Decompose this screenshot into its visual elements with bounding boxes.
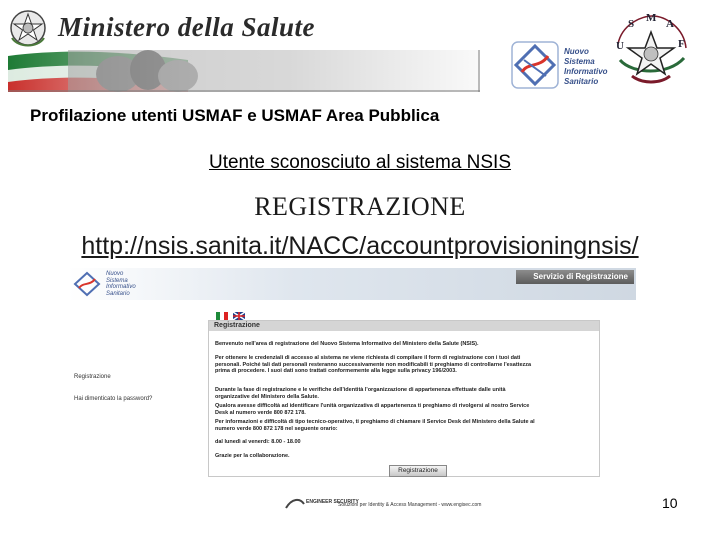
registration-url-link[interactable]: http://nsis.sanita.it/NACC/accountprovisioningnsis/ xyxy=(81,232,639,260)
sidebar-registration-link[interactable]: Registrazione xyxy=(74,374,111,380)
service-registration-button[interactable]: Servizio di Registrazione xyxy=(516,270,634,284)
usmaf-letter: A xyxy=(666,18,674,30)
thanks-paragraph: Grazie per la collaborazione. xyxy=(215,453,290,459)
screenshot-logo-line: Nuovo xyxy=(106,271,124,277)
screenshot-logo-line: Informativo xyxy=(106,284,136,290)
usmaf-logo xyxy=(612,14,690,96)
language-flags xyxy=(216,312,246,320)
sidebar-forgot-password-link[interactable]: Hai dimenticato la password? xyxy=(74,396,153,402)
uk-flag-icon[interactable] xyxy=(233,312,245,320)
nsis-logo-icon xyxy=(512,42,558,88)
usmaf-letter: S xyxy=(628,18,635,30)
panel-header xyxy=(209,321,599,331)
engineer-security-logo xyxy=(284,496,359,512)
screenshot-logo-line: Sanitario xyxy=(106,290,130,297)
italian-flag-icon[interactable] xyxy=(216,312,228,320)
credentials-paragraph: Per ottenere le credenziali di accesso al sistema ne viene richiesta di compilare il form di registrazione con i tuoi dati personali. Poiché tali dati personali resteranno successivamente non modificabili ti preghiamo di controllarne l'esattezza prima di procedere. I suoi dati sono trattati conformemente alla legge sulla privacy 196/2003. xyxy=(215,355,532,374)
italian-republic-emblem-icon xyxy=(8,8,48,50)
hours-paragraph: dal lunedì al venerdì: 8.00 - 18.00 xyxy=(215,439,301,445)
verification-paragraph: Durante la fase di registrazione e le verifiche dell'identità l'organizzazione di appartenenza effettuate dalle unità organizzative del Ministero della Salute. xyxy=(215,387,506,400)
nsis-logo-line: Sistema xyxy=(564,57,595,66)
nsis-logo-line: Nuovo xyxy=(564,47,589,56)
usmaf-seal-icon xyxy=(612,14,690,96)
usmaf-letter: F xyxy=(678,38,685,50)
footer-logo-text: ENGINEER SECURITY xyxy=(306,499,359,505)
unknown-user-link[interactable]: Utente sconosciuto al sistema NSIS xyxy=(208,152,512,173)
nsis-logo-line: Sanitario xyxy=(564,77,599,86)
register-button[interactable]: Registrazione xyxy=(389,465,447,477)
nsis-logo-line: Informativo xyxy=(564,67,608,76)
registration-panel xyxy=(208,320,600,477)
ministry-title: Ministero della Salute xyxy=(58,12,316,42)
panel-title: Registrazione xyxy=(214,322,260,329)
intro-paragraph: Benvenuto nell'area di registrazione del Nuovo Sistema Informativo del Ministero della Salute (NSIS). xyxy=(215,341,479,347)
organization-paragraph: Qualora avesse difficoltà ad identificare l'unità organizzativa di appartenenza ti preghiamo di rivolgersi al nostro Service Desk al numero verde 800 872 178. xyxy=(215,403,530,416)
support-paragraph: Per informazioni e difficoltà di tipo tecnico-operativo, ti preghiamo di chiamare il Service Desk del Ministero della Salute al numero verde 800 872 178 nel seguente orario: xyxy=(215,419,535,432)
page-number: 10 xyxy=(662,495,678,511)
registration-heading: REGISTRAZIONE xyxy=(254,192,466,221)
usmaf-letter: M xyxy=(646,12,657,24)
usmaf-letter: U xyxy=(616,40,624,52)
nsis-logo-text xyxy=(564,47,608,87)
screenshot-footer-text: Soluzioni per Identity & Access Management - www.engisec.com xyxy=(338,502,482,508)
screenshot-nsis-logo-icon xyxy=(74,272,100,296)
registration-page-screenshot xyxy=(68,268,636,518)
slide-subtitle: Profilazione utenti USMAF e USMAF Area Pubblica xyxy=(30,106,440,125)
screenshot-logo-line: Sistema xyxy=(106,277,128,284)
screenshot-nsis-text xyxy=(106,271,136,297)
